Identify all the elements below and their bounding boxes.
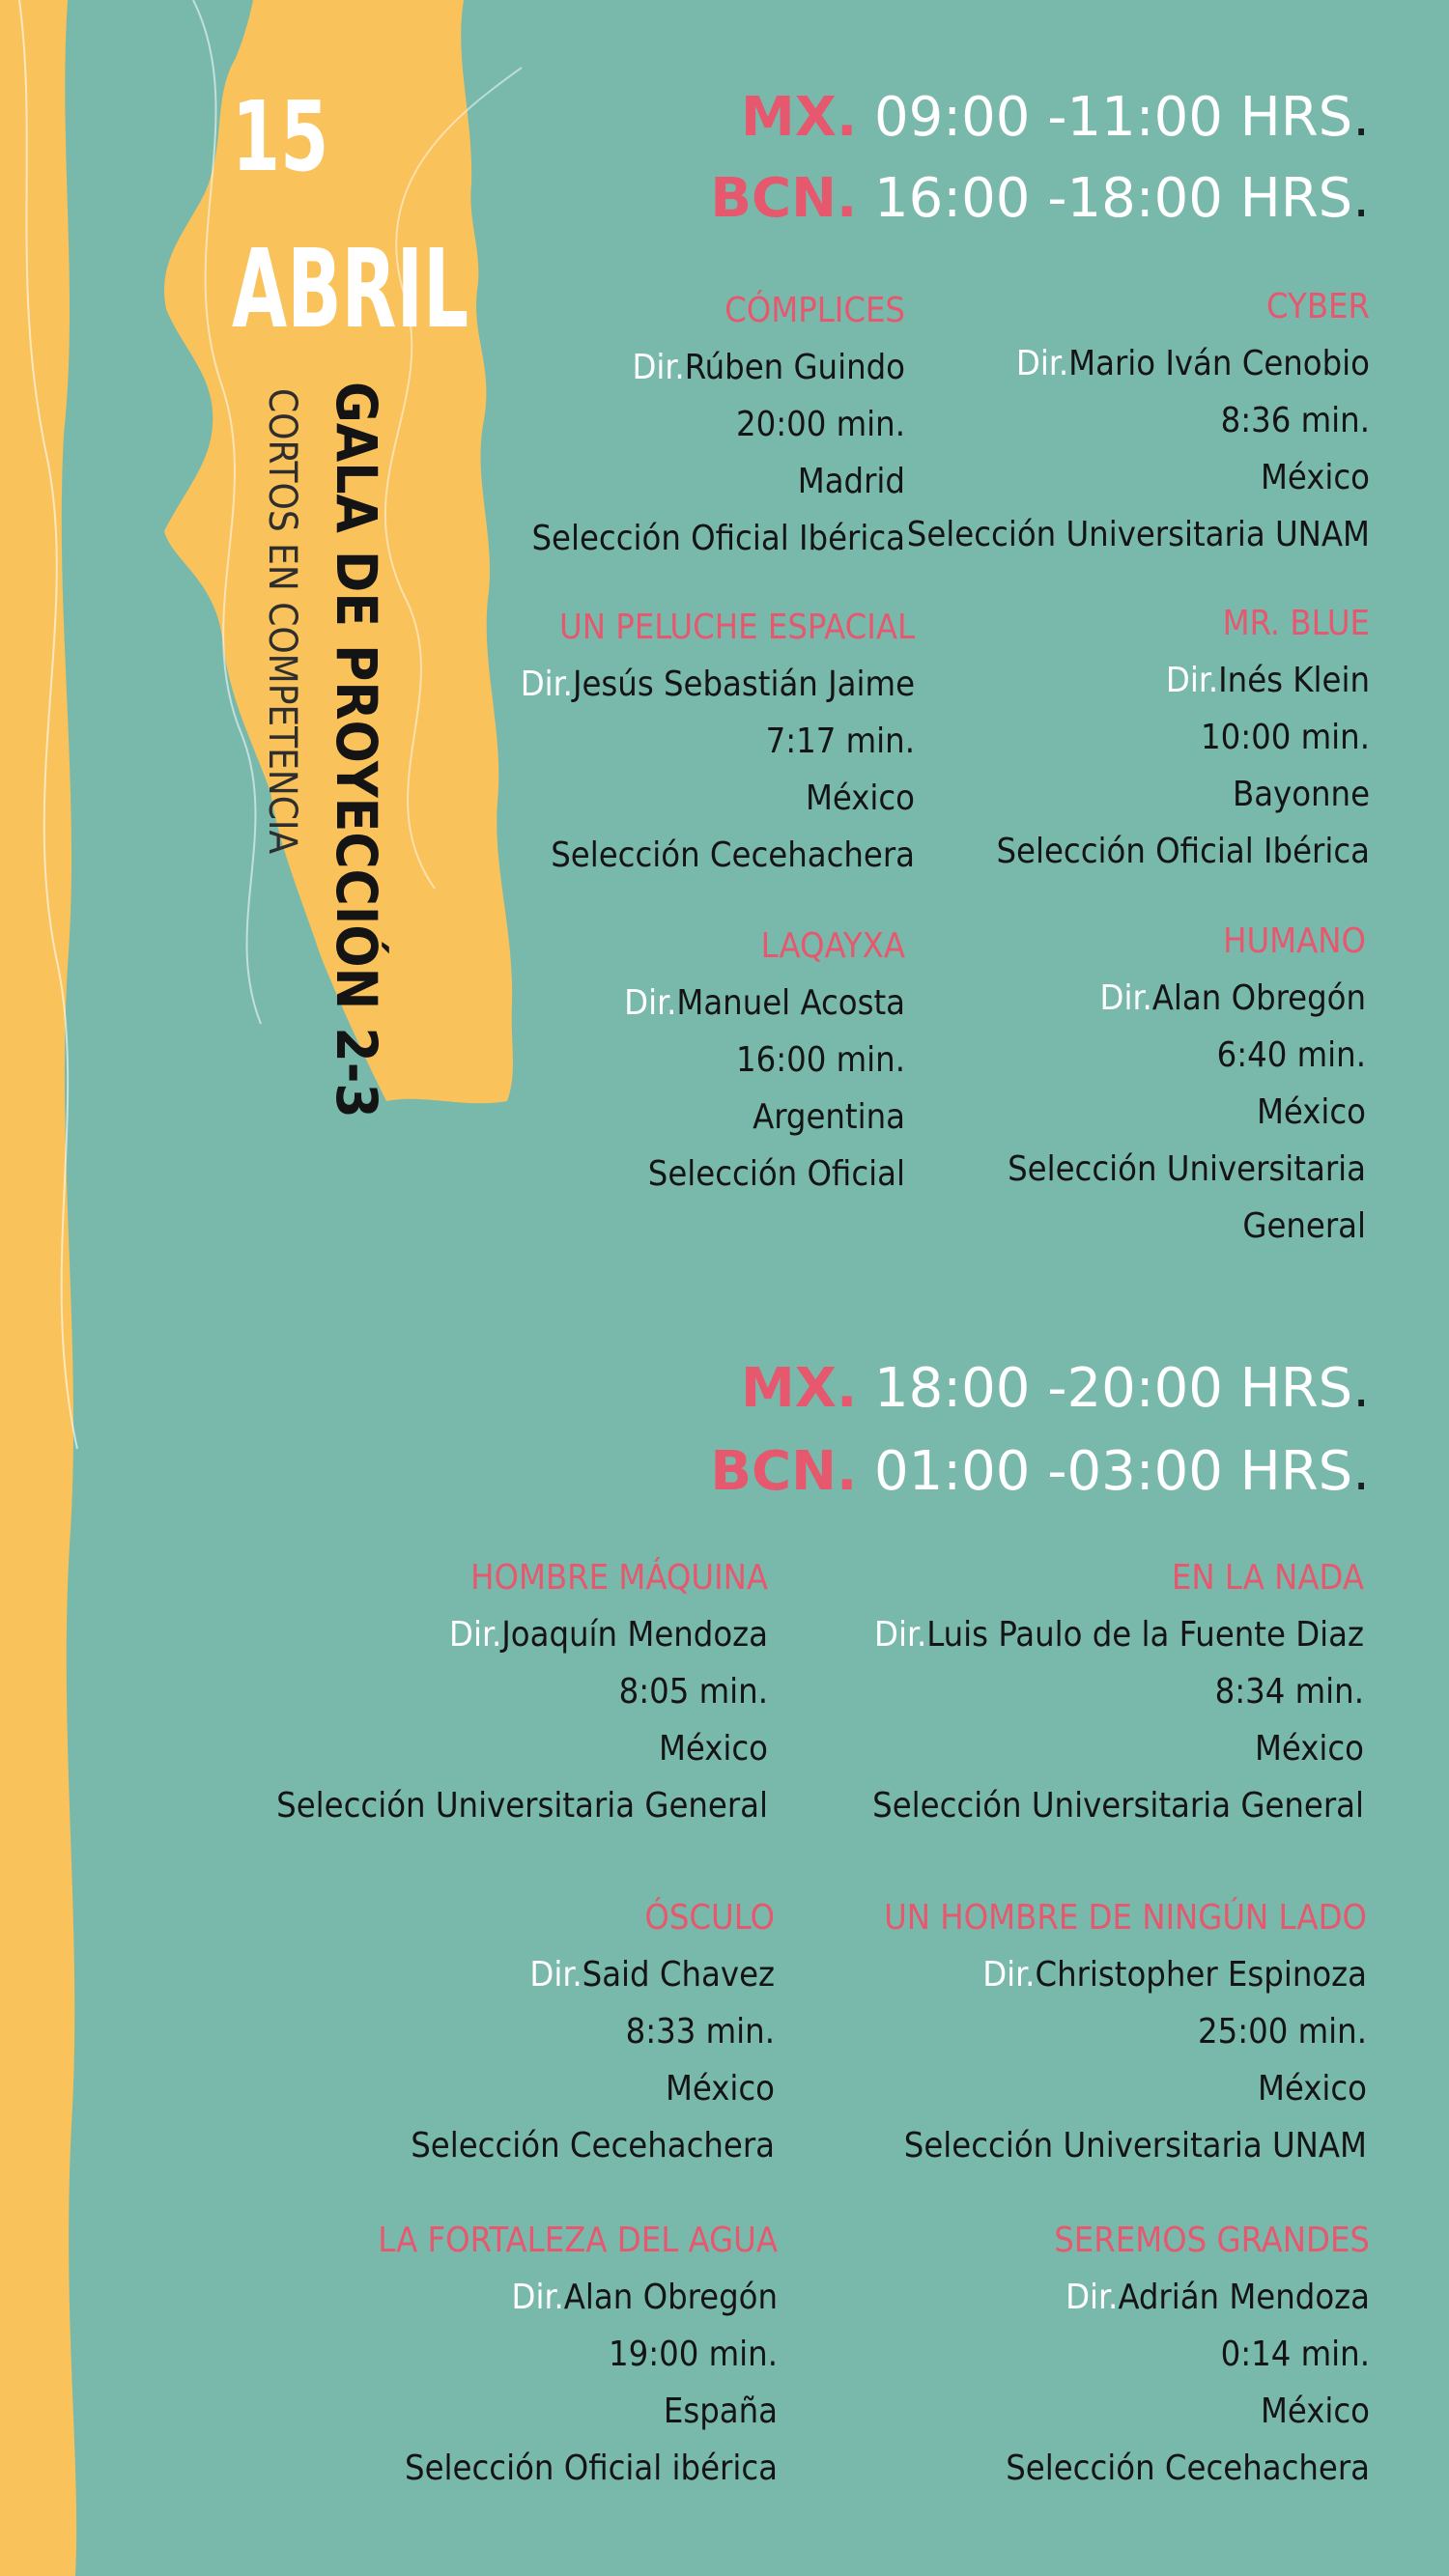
film-title: LAQAYXA	[760, 926, 905, 966]
film-selection: Selección Universitaria UNAM	[903, 2126, 1367, 2166]
film-selection: Selección Cecehachera	[1006, 2449, 1370, 2488]
film-selection: Selección Cecehachera	[411, 2126, 775, 2166]
film-selection: Selección Oficial ibérica	[405, 2449, 778, 2488]
film-origin: México	[1260, 458, 1370, 497]
film-title: UN HOMBRE DE NINGÚN LADO	[884, 1898, 1367, 1938]
session2-bcn-time	[710, 1440, 1370, 1503]
period-mark: .	[1352, 167, 1370, 230]
film-director	[531, 339, 905, 396]
film-duration: 10:00 min.	[1201, 718, 1370, 757]
film-card	[624, 918, 905, 1203]
session2-mx-time	[741, 1357, 1370, 1420]
film-duration: 8:05 min.	[618, 1672, 768, 1712]
film-director	[411, 1946, 775, 2003]
film-selection: Selección Universitaria	[1008, 1149, 1366, 1189]
film-selection-line2: General	[1242, 1206, 1366, 1246]
film-origin: México	[1260, 2392, 1370, 2431]
film-card	[276, 1549, 768, 1834]
film-origin: Argentina	[753, 1097, 905, 1137]
film-origin: México	[658, 1729, 768, 1769]
time-range: 09:00 -11:00 HRS	[874, 86, 1353, 149]
film-origin: Madrid	[797, 462, 905, 501]
session1-bcn-time	[710, 167, 1370, 230]
city-label: MX.	[741, 86, 858, 149]
film-card	[1008, 913, 1366, 1255]
film-title: SEREMOS GRANDES	[1054, 2221, 1370, 2260]
session1-mx-time	[741, 86, 1370, 149]
time-range: 16:00 -18:00 HRS	[874, 167, 1353, 230]
film-card	[378, 2212, 778, 2497]
film-director	[1006, 2269, 1370, 2326]
director-prefix: Dir.	[520, 665, 573, 704]
director-name: Inés Klein	[1218, 661, 1370, 700]
director-prefix: Dir.	[1065, 2278, 1119, 2317]
director-name: Rúben Guindo	[684, 348, 905, 387]
film-duration: 25:00 min.	[1198, 2012, 1367, 2052]
film-card	[907, 278, 1370, 563]
film-card	[872, 1549, 1364, 1834]
film-title: MR. BLUE	[1222, 604, 1370, 643]
film-selection: Selección Universitaria General	[276, 1786, 768, 1826]
film-title: LA FORTALEZA DEL AGUA	[378, 2221, 778, 2260]
time-range: 18:00 -20:00 HRS	[874, 1357, 1353, 1420]
film-duration: 8:33 min.	[625, 2012, 775, 2052]
director-prefix: Dir.	[624, 983, 677, 1023]
film-selection: Selección Oficial Ibérica	[531, 519, 905, 558]
film-selection: Selección Oficial Ibérica	[996, 832, 1370, 871]
date-month: ABRIL	[232, 227, 469, 353]
director-name: Jesús Sebastián Jaime	[572, 665, 915, 704]
director-name: Mario Iván Cenobio	[1068, 344, 1370, 383]
director-name: Adrián Mendoza	[1118, 2278, 1370, 2317]
film-title: EN LA NADA	[1171, 1558, 1364, 1598]
film-title: CYBER	[1266, 287, 1370, 326]
film-card	[521, 599, 915, 884]
film-selection: Selección Universitaria General	[872, 1786, 1364, 1826]
film-duration: 8:36 min.	[1220, 401, 1370, 440]
city-label: BCN.	[710, 1440, 858, 1503]
film-duration: 6:40 min.	[1216, 1035, 1366, 1075]
director-prefix: Dir.	[1015, 344, 1069, 383]
film-title: HOMBRE MÁQUINA	[470, 1558, 768, 1598]
film-origin: México	[1256, 1092, 1366, 1132]
film-title: UN PELUCHE ESPACIAL	[558, 608, 915, 647]
film-selection: Selección Oficial	[647, 1154, 905, 1194]
film-card	[1006, 2212, 1370, 2497]
film-title: ÓSCULO	[644, 1898, 775, 1938]
film-duration: 0:14 min.	[1220, 2335, 1370, 2374]
film-card	[411, 1889, 775, 2174]
city-label: MX.	[741, 1357, 858, 1420]
director-name: Alan Obregón	[563, 2278, 778, 2317]
period-mark: .	[1352, 1440, 1370, 1503]
director-prefix: Dir.	[511, 2278, 564, 2317]
director-prefix: Dir.	[632, 348, 685, 387]
director-name: Said Chavez	[582, 1955, 775, 1995]
director-name: Luis Paulo de la Fuente Diaz	[926, 1615, 1364, 1655]
film-title: HUMANO	[1223, 921, 1366, 961]
director-name: Joaquín Mendoza	[501, 1615, 768, 1655]
event-title: GALA DE PROYECCIÓN 2-3	[324, 382, 389, 1118]
period-mark: .	[1352, 1357, 1370, 1420]
director-name: Christopher Espinoza	[1035, 1955, 1367, 1995]
film-director	[907, 335, 1370, 392]
director-prefix: Dir.	[1099, 978, 1152, 1018]
director-prefix: Dir.	[982, 1955, 1036, 1995]
film-duration: 16:00 min.	[736, 1040, 905, 1080]
director-prefix: Dir.	[449, 1615, 502, 1655]
film-selection: Selección Universitaria UNAM	[906, 515, 1370, 554]
film-card	[996, 595, 1370, 880]
director-prefix: Dir.	[529, 1955, 582, 1995]
film-title: CÓMPLICES	[724, 291, 905, 330]
director-prefix: Dir.	[1165, 661, 1219, 700]
film-director	[521, 656, 915, 713]
film-director	[996, 652, 1370, 709]
period-mark: .	[1352, 86, 1370, 149]
film-card	[884, 1889, 1367, 2174]
film-duration: 8:34 min.	[1214, 1672, 1364, 1712]
city-label: BCN.	[710, 167, 858, 230]
film-card	[531, 282, 905, 567]
yellow-side-stripe	[0, 0, 76, 2576]
film-director	[276, 1606, 768, 1663]
date-day: 15	[232, 80, 329, 193]
film-origin: México	[805, 778, 915, 818]
film-origin: México	[1254, 1729, 1364, 1769]
film-director	[624, 975, 905, 1032]
film-director	[884, 1946, 1367, 2003]
film-duration: 7:17 min.	[765, 722, 915, 761]
film-origin: México	[665, 2069, 775, 2109]
film-origin: Bayonne	[1232, 775, 1370, 814]
film-director	[378, 2269, 778, 2326]
director-name: Manuel Acosta	[676, 983, 905, 1023]
event-subtitle: CORTOS EN COMPETENCIA	[260, 388, 304, 855]
film-origin: México	[1257, 2069, 1367, 2109]
film-director	[872, 1606, 1364, 1663]
film-origin: España	[663, 2392, 778, 2431]
film-director	[1008, 970, 1366, 1027]
film-duration: 20:00 min.	[736, 405, 905, 444]
film-duration: 19:00 min.	[609, 2335, 778, 2374]
film-selection: Selección Cecehachera	[551, 835, 915, 875]
director-prefix: Dir.	[874, 1615, 927, 1655]
director-name: Alan Obregón	[1151, 978, 1366, 1018]
time-range: 01:00 -03:00 HRS	[874, 1440, 1353, 1503]
